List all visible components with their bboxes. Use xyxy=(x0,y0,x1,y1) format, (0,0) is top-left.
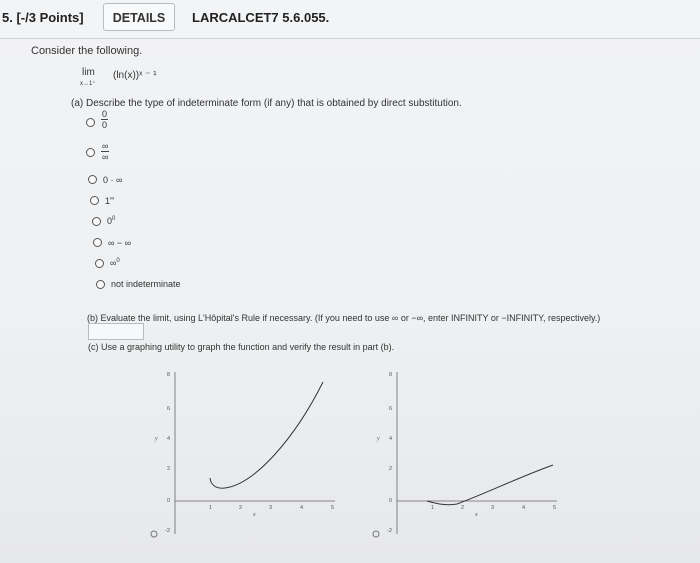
x-tick-label: 3 xyxy=(491,505,495,511)
y-tick-label: 2 xyxy=(389,466,393,472)
graph-select-radio[interactable] xyxy=(373,531,379,537)
y-tick-label: 6 xyxy=(389,406,393,412)
fraction-numerator: 0 xyxy=(102,109,108,119)
y-tick-label: 4 xyxy=(389,436,393,442)
option-exponent: 0 xyxy=(116,258,120,264)
limit-subscript: x→1⁺ xyxy=(80,81,96,87)
y-axis-label: y xyxy=(155,436,158,442)
option-zero-pow-zero-radio[interactable] xyxy=(92,217,101,226)
y-tick-label: 8 xyxy=(389,372,393,378)
y-tick-label: 2 xyxy=(167,466,171,472)
x-tick-label: 3 xyxy=(269,505,273,511)
option-not-indeterminate: not indeterminate xyxy=(111,279,181,289)
option-one-pow-inf xyxy=(105,196,114,206)
option-base: 0 xyxy=(107,216,113,226)
part-c-prompt: (c) Use a graphing utility to graph the function and verify the result in part (b). xyxy=(88,342,395,352)
y-tick-label: 0 xyxy=(167,498,171,504)
y-tick-label: -2 xyxy=(387,528,392,534)
graph-select-radio[interactable] xyxy=(151,531,157,537)
x-tick-label: 1 xyxy=(431,505,435,511)
problem-header xyxy=(0,0,700,39)
x-axis-label: x xyxy=(253,512,256,518)
x-tick-label: 5 xyxy=(553,505,557,511)
y-tick-label: 0 xyxy=(389,498,393,504)
option-exponent: ∞ xyxy=(110,196,115,202)
option-inf-pow-zero xyxy=(110,258,120,268)
option-zero-times-inf-radio[interactable] xyxy=(88,175,97,184)
option-0-over-0-radio[interactable] xyxy=(86,118,95,127)
option-one-pow-inf-radio[interactable] xyxy=(90,196,99,205)
option-inf-minus-inf-radio[interactable] xyxy=(93,238,102,247)
option-inf-over-inf-radio[interactable] xyxy=(86,148,95,157)
option-base: ∞ xyxy=(110,258,117,268)
details-button[interactable]: DETAILS xyxy=(103,3,175,31)
option-0-over-0 xyxy=(101,109,108,130)
option-zero-pow-zero xyxy=(107,216,115,226)
curve xyxy=(427,465,553,505)
x-tick-label: 2 xyxy=(461,505,465,511)
option-not-indeterminate-radio[interactable] xyxy=(96,280,105,289)
x-tick-label: 5 xyxy=(331,505,335,511)
x-tick-label: 4 xyxy=(522,505,526,511)
x-tick-label: 2 xyxy=(239,505,243,511)
graph-option-1 xyxy=(145,368,345,548)
option-inf-minus-inf: ∞ − ∞ xyxy=(108,238,132,248)
points-label: 5. [-/3 Points] xyxy=(2,10,84,25)
limit-expression: (ln(x))ˣ ⁻ ¹ xyxy=(113,70,157,81)
y-axis-label: y xyxy=(377,436,380,442)
limit-word: lim xyxy=(82,67,95,78)
option-base: 1 xyxy=(105,196,111,206)
x-axis-label: x xyxy=(475,512,478,518)
problem-reference: LARCALCET7 5.6.055. xyxy=(192,10,330,25)
fraction-denominator: ∞ xyxy=(102,152,109,162)
x-tick-label: 4 xyxy=(300,505,304,511)
graph-option-2 xyxy=(367,368,567,548)
y-tick-label: 6 xyxy=(167,406,171,412)
part-b-prompt: (b) Evaluate the limit, using L'Hôpital's Rule if necessary. (If you need to use ∞ or −∞, enter INFINITY or −INFINITY, respectively.) xyxy=(87,313,601,323)
option-exponent: 0 xyxy=(112,216,116,222)
intro-text: Consider the following. xyxy=(31,45,143,57)
y-tick-label: -2 xyxy=(165,528,170,534)
fraction-numerator: ∞ xyxy=(102,141,109,151)
y-tick-label: 4 xyxy=(167,436,171,442)
option-inf-pow-zero-radio[interactable] xyxy=(95,259,104,268)
x-tick-label: 1 xyxy=(209,505,213,511)
part-a-prompt: (a) Describe the type of indeterminate form (if any) that is obtained by direct substitution. xyxy=(71,98,462,109)
fraction-denominator: 0 xyxy=(102,120,108,130)
part-b-answer-input[interactable] xyxy=(88,323,144,340)
option-inf-over-inf xyxy=(101,141,109,162)
y-tick-label: 8 xyxy=(167,372,171,378)
option-zero-times-inf: 0 · ∞ xyxy=(103,175,123,185)
curve xyxy=(210,382,323,488)
